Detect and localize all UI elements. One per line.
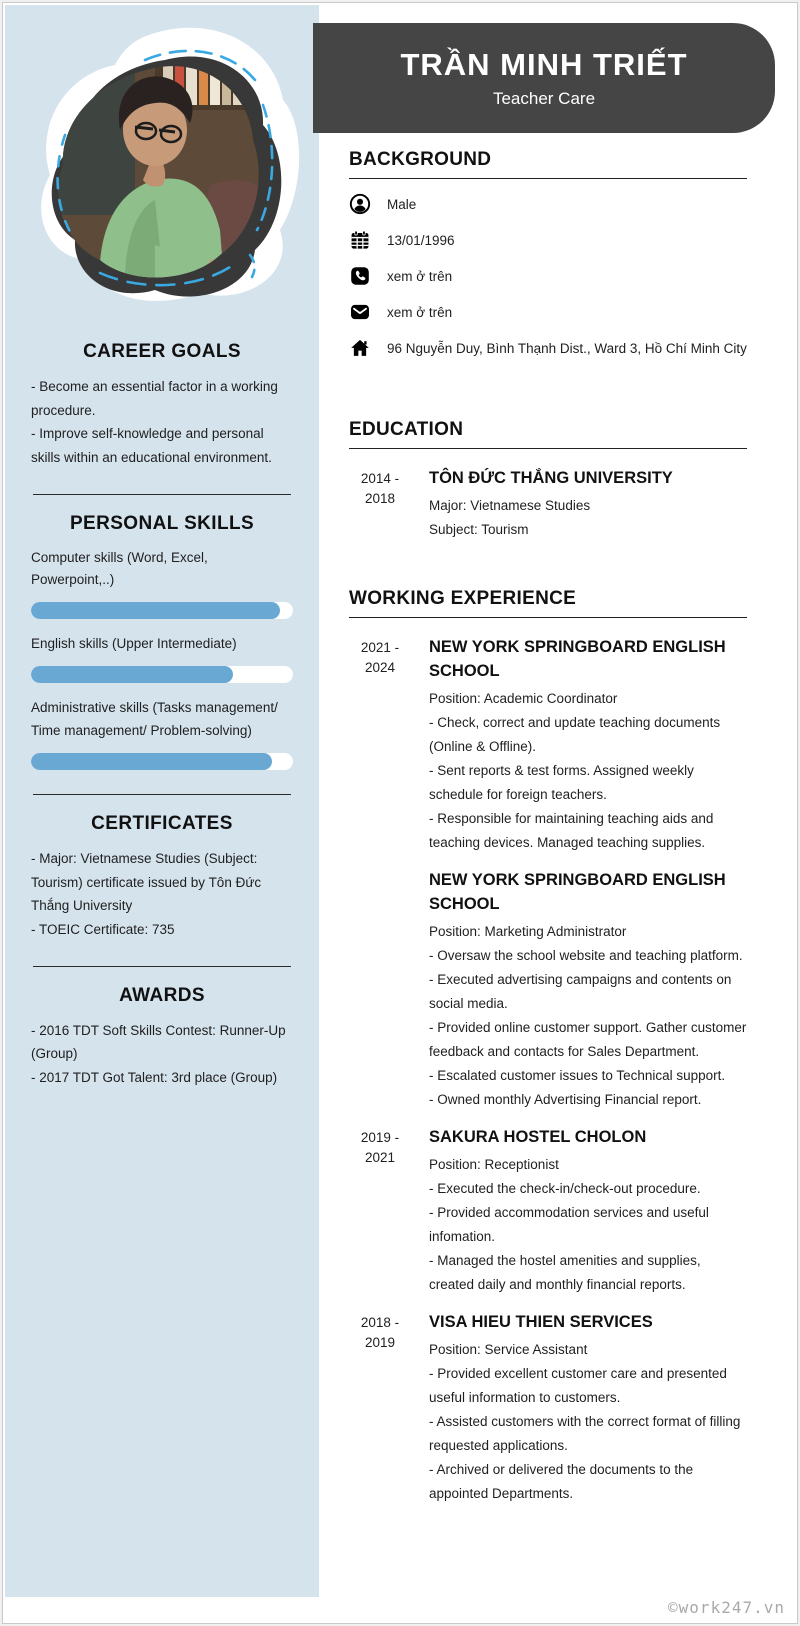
- certificates-heading: CERTIFICATES: [91, 813, 233, 835]
- career-goal-item: - Improve self-knowledge and personal skills within an educational environment.: [31, 426, 272, 465]
- divider: [33, 966, 291, 967]
- address-value: 96 Nguyễn Duy, Bình Thạnh Dist., Ward 3, Hồ Chí Minh City: [387, 340, 747, 356]
- background-row-gender: [349, 193, 747, 215]
- background-heading: BACKGROUND: [349, 149, 747, 179]
- certificates-section: [31, 813, 293, 967]
- experience-period: 2018 - 2019: [360, 1314, 400, 1351]
- gender-value: Male: [387, 196, 417, 212]
- name-banner: [313, 23, 775, 133]
- skill-label: English skills (Upper Intermediate): [31, 636, 237, 652]
- certificate-item: - Major: Vietnamese Studies (Subject: Tourism) certificate issued by Tôn Đức Thắng University: [31, 851, 262, 914]
- personal-skills-heading: PERSONAL SKILLS: [69, 512, 255, 534]
- experience-bullet: - Managed the hostel amenities and supplies, created daily and monthly financial reports.: [429, 1252, 701, 1292]
- school-name: TÔN ĐỨC THẮNG UNIVERSITY: [429, 469, 673, 487]
- divider: [33, 794, 291, 795]
- skill-computer: [31, 547, 293, 620]
- education-entry: [349, 467, 747, 542]
- career-goals-section: [31, 341, 293, 495]
- resume-page: [2, 2, 798, 1624]
- skill-bar-fill: [31, 753, 272, 770]
- experience-bullet: - Responsible for maintaining teaching aids and teaching devices. Managed teaching supplies.: [429, 810, 714, 850]
- skill-bar-track: [31, 753, 293, 770]
- phone-icon: [349, 265, 371, 287]
- company-name: NEW YORK SPRINGBOARD ENGLISH SCHOOL: [429, 637, 726, 680]
- experience-period: 2019 - 2021: [360, 1129, 400, 1166]
- main-column: [319, 5, 795, 1621]
- experience-bullet: - Provided excellent customer care and presented useful information to customers.: [429, 1365, 727, 1405]
- career-goals-heading: CAREER GOALS: [83, 341, 241, 362]
- experience-entry: [349, 869, 747, 1112]
- skill-bar-fill: [31, 602, 280, 619]
- position: Position: Marketing Administrator: [429, 923, 627, 939]
- experience-bullet: - Executed the check-in/check-out procedure.: [429, 1180, 701, 1196]
- company-name: VISA HIEU THIEN SERVICES: [429, 1312, 653, 1331]
- background-row-birthdate: [349, 229, 747, 251]
- career-goal-item: - Become an essential factor in a working procedure.: [31, 379, 278, 418]
- experience-heading: WORKING EXPERIENCE: [349, 588, 747, 618]
- experience-bullet: - Provided online customer support. Gather customer feedback and contacts for Sales Department.: [429, 1019, 747, 1059]
- awards-heading: AWARDS: [119, 984, 205, 1006]
- awards-section: [31, 985, 293, 1090]
- experience-entry: [349, 1311, 747, 1506]
- background-row-address: [349, 337, 747, 359]
- experience-bullet: - Assisted customers with the correct format of filling requested applications.: [429, 1413, 741, 1453]
- sidebar: [5, 5, 319, 1597]
- profile-photo-illustration: [5, 5, 319, 323]
- experience-bullet: - Sent reports & test forms. Assigned weekly schedule for foreign teachers.: [429, 762, 694, 802]
- experience-bullet: - Owned monthly Advertising Financial report.: [429, 1091, 702, 1107]
- award-item: - 2016 TDT Soft Skills Contest: Runner-Up (Group): [31, 1022, 286, 1062]
- experience-bullet: - Provided accommodation services and useful infomation.: [429, 1204, 709, 1244]
- experience-bullet: - Archived or delivered the documents to the appointed Departments.: [429, 1461, 694, 1501]
- calendar-icon: [349, 229, 371, 251]
- profile-photo: [5, 5, 319, 323]
- skill-administrative: [31, 697, 293, 770]
- position: Position: Receptionist: [429, 1156, 559, 1172]
- award-item: - 2017 TDT Got Talent: 3rd place (Group): [31, 1069, 278, 1085]
- watermark: ©work247.vn: [668, 1598, 785, 1617]
- person-icon: [349, 193, 371, 215]
- email-icon: [349, 301, 371, 323]
- experience-period: [349, 869, 411, 1112]
- education-period: 2014 - 2018: [360, 471, 400, 507]
- experience-entry: [349, 1126, 747, 1297]
- education-heading: EDUCATION: [349, 419, 747, 449]
- experience-bullet: - Oversaw the school website and teaching platform.: [429, 947, 743, 963]
- skill-bar-track: [31, 602, 293, 619]
- home-icon: [349, 337, 371, 359]
- experience-period: 2021 - 2024: [360, 639, 400, 676]
- background-list: [349, 193, 747, 359]
- birthdate-value: 13/01/1996: [387, 232, 455, 248]
- company-name: NEW YORK SPRINGBOARD ENGLISH SCHOOL: [429, 870, 726, 913]
- skill-bar-fill: [31, 666, 233, 683]
- phone-value: xem ở trên: [387, 268, 453, 284]
- experience-bullet: - Check, correct and update teaching documents (Online & Offline).: [429, 714, 721, 754]
- experience-bullet: - Executed advertising campaigns and contents on social media.: [429, 971, 732, 1011]
- person-title: Teacher Care: [492, 89, 596, 108]
- skill-label: Computer skills (Word, Excel, Powerpoint,..): [31, 549, 208, 588]
- personal-skills-section: [31, 513, 293, 796]
- person-name: TRẦN MINH TRIẾT: [400, 47, 688, 82]
- education-detail: Subject: Tourism: [429, 521, 529, 537]
- experience-bullet: - Escalated customer issues to Technical support.: [429, 1067, 726, 1083]
- position: Position: Service Assistant: [429, 1341, 588, 1357]
- background-row-phone: [349, 265, 747, 287]
- position: Position: Academic Coordinator: [429, 690, 618, 706]
- skill-label: Administrative skills (Tasks management/ Time management/ Problem-solving): [31, 700, 278, 739]
- experience-entry: [349, 636, 747, 855]
- email-value: xem ở trên: [387, 304, 453, 320]
- skill-english: [31, 633, 293, 683]
- background-row-email: [349, 301, 747, 323]
- skill-bar-track: [31, 666, 293, 683]
- certificate-item: - TOEIC Certificate: 735: [31, 922, 175, 938]
- education-detail: Major: Vietnamese Studies: [429, 497, 591, 513]
- divider: [33, 494, 291, 495]
- company-name: SAKURA HOSTEL CHOLON: [429, 1127, 647, 1146]
